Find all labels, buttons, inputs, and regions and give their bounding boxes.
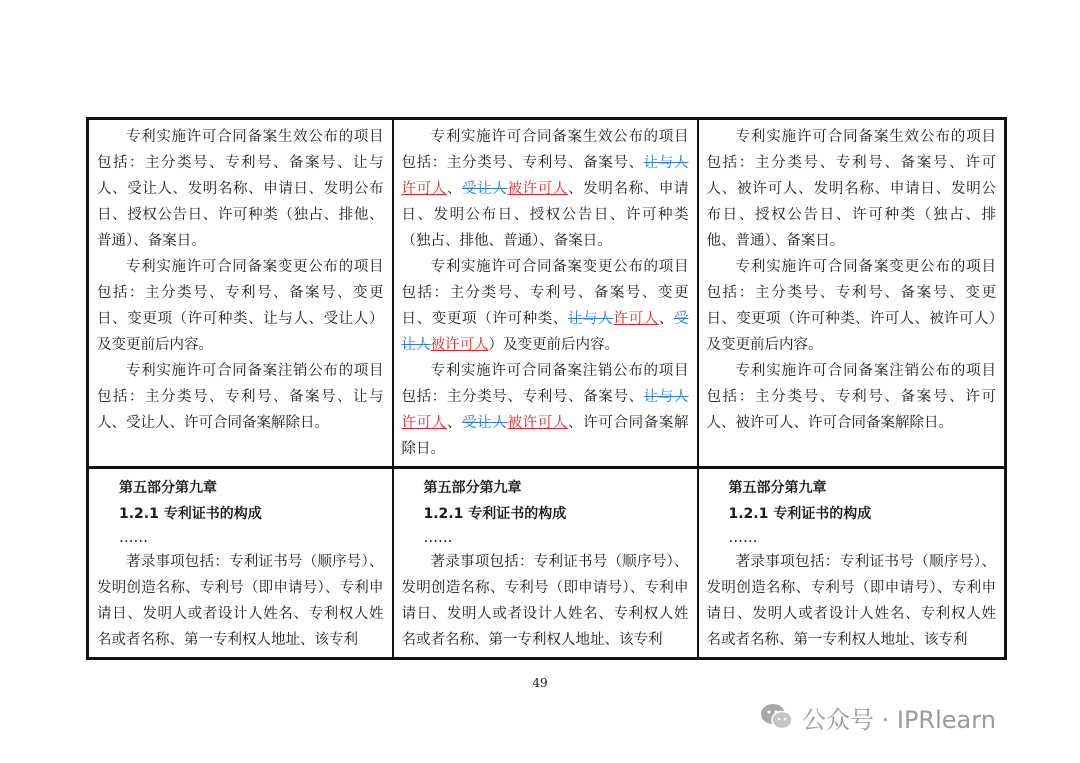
text-run: 、 xyxy=(446,415,463,431)
revision-marked-cell xyxy=(393,119,698,468)
section-heading: 第五部分第九章 xyxy=(423,480,522,496)
paragraph: 专利实施许可合同备案生效公布的项目包括：主分类号、专利号、备案号、让与人、受让人、发明名称、申请日、发明公布日、授权公告日、许可种类（独占、排他、普通）、备案日。 xyxy=(97,129,384,249)
subsection-heading: 1.2.1 专利证书的构成 xyxy=(119,506,262,522)
section-heading: 第五部分第九章 xyxy=(119,480,217,496)
table-row xyxy=(88,119,1006,468)
paragraph: 专利实施许可合同备案变更公布的项目包括：主分类号、专利号、备案号、变更日、变更项（许可种类、许可人、被许可人）及变更前后内容。 xyxy=(706,259,996,353)
text-run: 专利实施许可合同备案生效公布的项目包括：主分类号、专利号、备案号、 xyxy=(401,129,689,171)
paragraph: 专利实施许可合同备案注销公布的项目包括：主分类号、专利号、备案号、让与人、受让人、许可合同备案解除日。 xyxy=(97,363,384,431)
text-run: 、发明名称、申请日、发明公布日、授权公告日、许可种类（独占、排他、普通）、备案日。 xyxy=(401,181,689,249)
page-number: 49 xyxy=(532,676,548,690)
deleted-text: 让与人 xyxy=(643,389,689,405)
paragraph xyxy=(402,254,689,358)
deleted-text: 受让人 xyxy=(401,311,689,353)
text-run: 、 xyxy=(658,311,675,327)
ellipsis: …… xyxy=(119,530,148,546)
watermark-text: 公众号 · IPRlearn xyxy=(802,705,996,734)
paragraph: 专利实施许可合同备案生效公布的项目包括：主分类号、专利号、备案号、许可人、被许可人、发明名称、申请日、发明公布日、授权公告日、许可种类（独占、排他、普通）、备案日。 xyxy=(706,129,996,249)
text-run: 专利实施许可合同备案注销公布的项目包括：主分类号、专利号、备案号、 xyxy=(401,363,689,405)
paragraph xyxy=(402,358,689,462)
text-run: 专利实施许可合同备案变更公布的项目包括：主分类号、专利号、备案号、变更日、变更项（许可种类、 xyxy=(401,259,689,327)
text-run: ）及变更前后内容。 xyxy=(488,337,619,353)
inserted-text: 许可人 xyxy=(401,415,447,431)
original-text-cell xyxy=(88,119,393,468)
paragraph: 著录事项包括：专利证书号（顺序号）、发明创造名称、专利号（即申请号）、专利申请日、发明人或者设计人姓名、专利权人姓名或者名称、第一专利权人地址、该专利 xyxy=(97,554,384,648)
ellipsis: …… xyxy=(728,530,758,546)
paragraph: 著录事项包括：专利证书号（顺序号）、发明创造名称、专利号（即申请号）、专利申请日、发明人或者设计人姓名、专利权人姓名或者名称、第一专利权人地址、该专利 xyxy=(401,554,689,648)
paragraph: 著录事项包括：专利证书号（顺序号）、发明创造名称、专利号（即申请号）、专利申请日、发明人或者设计人姓名、专利权人姓名或者名称、第一专利权人地址、该专利 xyxy=(706,554,996,648)
revised-text-cell xyxy=(698,119,1006,468)
text-run: 、 xyxy=(446,181,463,197)
deleted-text: 受让人 xyxy=(462,415,508,431)
inserted-text: 许可人 xyxy=(401,181,447,197)
subsection-heading: 1.2.1 专利证书的构成 xyxy=(423,506,567,522)
inserted-text: 被许可人 xyxy=(507,415,569,431)
deleted-text: 受让人 xyxy=(462,181,508,197)
section-heading: 第五部分第九章 xyxy=(728,480,827,496)
paragraph: 专利实施许可合同备案变更公布的项目包括：主分类号、专利号、备案号、变更日、变更项（许可种类、让与人、受让人）及变更前后内容。 xyxy=(97,259,384,353)
revised-text-cell xyxy=(698,468,1006,659)
subsection-heading: 1.2.1 专利证书的构成 xyxy=(728,506,872,522)
inserted-text: 许可人 xyxy=(613,311,659,327)
paragraph xyxy=(402,124,689,254)
table-row xyxy=(88,468,1006,659)
wechat-icon xyxy=(760,702,794,732)
paragraph: 专利实施许可合同备案注销公布的项目包括：主分类号、专利号、备案号、许可人、被许可人、许可合同备案解除日。 xyxy=(706,363,996,431)
deleted-text: 让与人 xyxy=(643,155,689,171)
deleted-text: 让与人 xyxy=(568,311,614,327)
revision-marked-cell xyxy=(393,468,698,659)
comparison-table xyxy=(86,117,1007,660)
watermark xyxy=(760,700,996,734)
ellipsis: …… xyxy=(423,530,453,546)
original-text-cell xyxy=(88,468,393,659)
inserted-text: 被许可人 xyxy=(430,337,489,353)
text-run: 、许可合同备案解除日。 xyxy=(401,415,689,457)
inserted-text: 被许可人 xyxy=(507,181,569,197)
